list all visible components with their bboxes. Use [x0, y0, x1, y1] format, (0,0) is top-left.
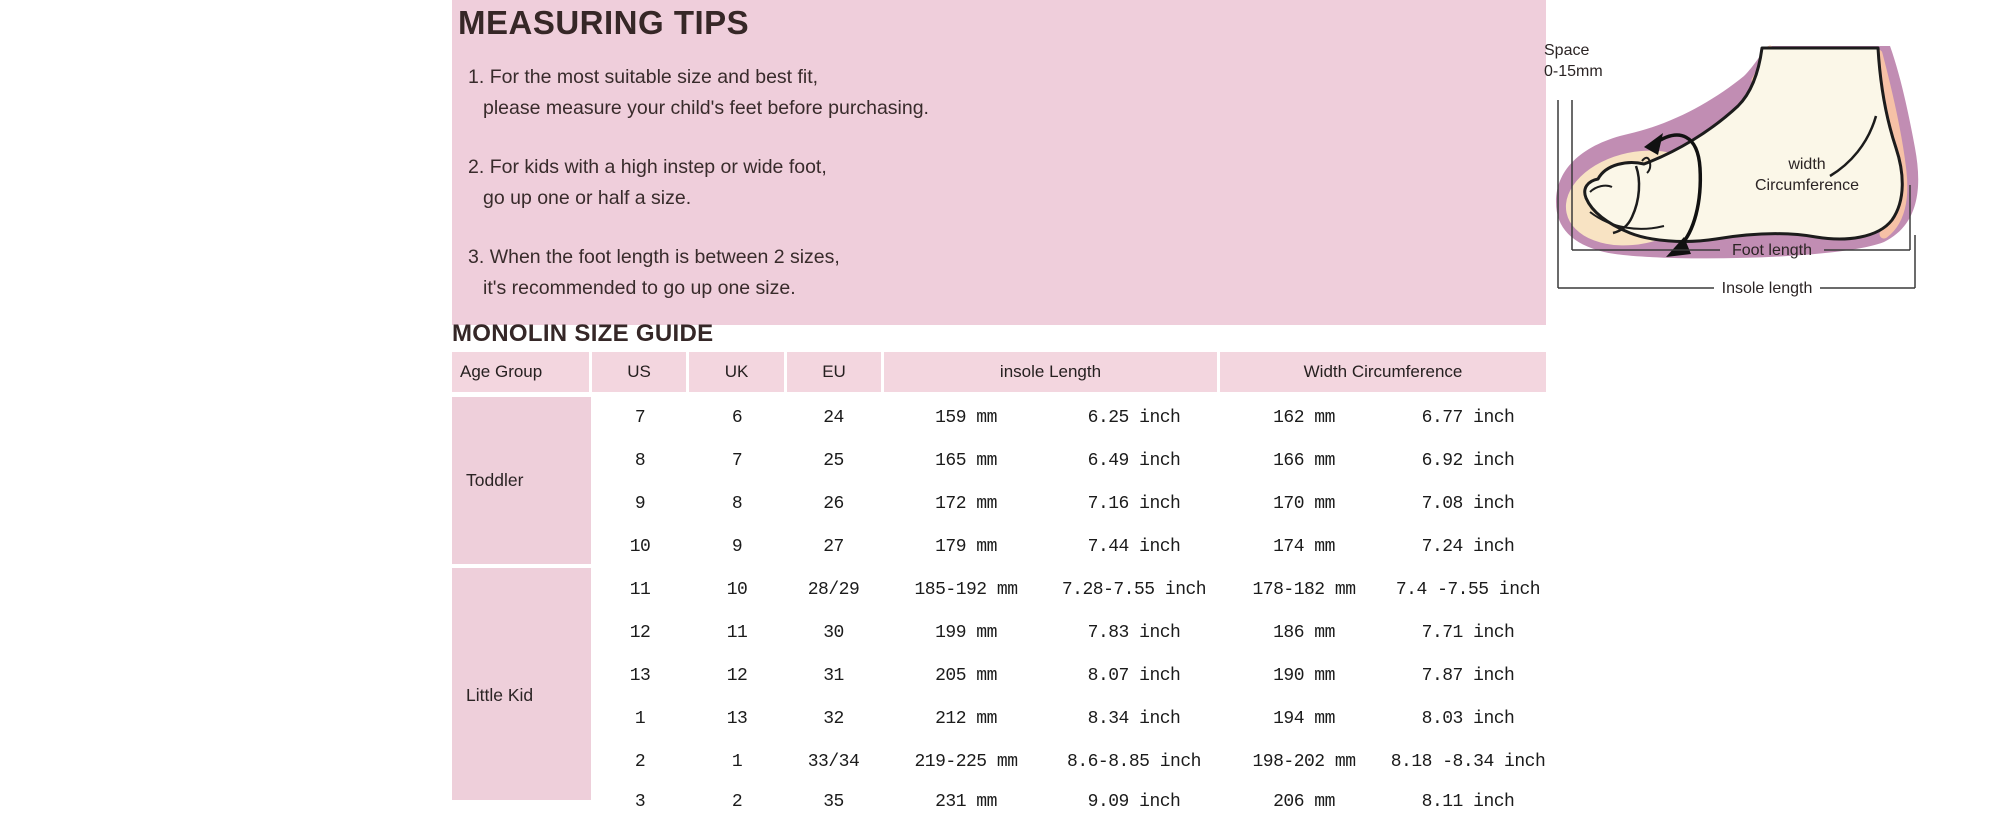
- cell-insole-inch: 7.44 inch: [1087, 536, 1181, 557]
- cell-insole-mm: 231 mm: [935, 792, 997, 812]
- space-value: 0-15mm: [1544, 63, 1603, 80]
- cell-uk-size: 1: [731, 751, 743, 772]
- cell-eu-size: 25: [823, 450, 844, 471]
- age-group-cell-little-kid: Little Kid: [452, 568, 591, 800]
- measuring-tips-panel: [452, 0, 1860, 325]
- cell-us-size: 12: [629, 622, 651, 643]
- cell-uk-size: 6: [731, 407, 743, 428]
- tip-2-line-2: go up one or half a size.: [483, 187, 692, 209]
- cell-us-size: 8: [634, 450, 646, 471]
- table-row: [452, 439, 1546, 482]
- cell-eu-size: 27: [823, 536, 844, 557]
- cell-insole-mm: 185-192 mm: [914, 579, 1018, 600]
- tip-item-2: [468, 152, 1028, 214]
- cell-insole-inch: 7.28-7.55 inch: [1061, 579, 1207, 600]
- cell-uk-size: 12: [726, 665, 748, 686]
- cell-width-mm: 162 mm: [1273, 407, 1335, 428]
- cell-insole-mm: 219-225 mm: [914, 751, 1018, 772]
- cell-eu-size: 31: [823, 665, 844, 686]
- cell-insole-inch: 7.16 inch: [1087, 493, 1181, 514]
- cell-eu-size: 32: [823, 708, 844, 729]
- cell-width-inch: 7.4 -7.55 inch: [1395, 579, 1541, 600]
- cell-width-mm: 178-182 mm: [1252, 579, 1356, 600]
- cell-us-size: 13: [629, 665, 651, 686]
- column-header-eu: EU: [787, 352, 881, 392]
- cell-us-size: 9: [634, 493, 646, 514]
- table-row-clipped: [452, 787, 1546, 830]
- cell-insole-mm: 159 mm: [935, 407, 997, 428]
- table-row: [452, 568, 1546, 611]
- foot-length-label: Foot length: [1731, 242, 1813, 259]
- cell-insole-mm: 172 mm: [935, 493, 997, 514]
- column-header-us: US: [592, 352, 686, 392]
- table-row: [452, 697, 1546, 740]
- table-row: [452, 482, 1546, 525]
- cell-insole-inch: 8.07 inch: [1087, 665, 1181, 686]
- circumference-label: Circumference: [1754, 177, 1860, 194]
- table-row: [452, 740, 1546, 783]
- cell-insole-mm: 205 mm: [935, 665, 997, 686]
- size-guide-table: [452, 352, 1546, 812]
- tip-1-line-2: please measure your child's feet before purchasing.: [483, 97, 929, 119]
- tip-item-3: [468, 242, 1028, 304]
- cell-width-inch: 6.92 inch: [1421, 450, 1515, 471]
- cell-uk-size: 8: [731, 493, 743, 514]
- cell-width-mm: 170 mm: [1273, 493, 1335, 514]
- cell-us-size: 1: [634, 708, 646, 729]
- cell-uk-size: 9: [731, 536, 743, 557]
- cell-width-mm: 166 mm: [1273, 450, 1335, 471]
- table-header-row: [452, 352, 1546, 392]
- cell-width-mm: 186 mm: [1273, 622, 1335, 643]
- cell-eu-size: 28/29: [807, 579, 860, 600]
- tip-item-1: [468, 62, 1028, 124]
- space-annotation: [1544, 40, 1603, 82]
- foot-measurement-diagram: [1532, 40, 1932, 300]
- cell-width-mm: 190 mm: [1273, 665, 1335, 686]
- cell-width-inch: 6.77 inch: [1421, 407, 1515, 428]
- cell-insole-mm: 165 mm: [935, 450, 997, 471]
- table-row: [452, 396, 1546, 439]
- cell-eu-size: 30: [823, 622, 844, 643]
- column-header-width-circumference: Width Circumference: [1220, 352, 1546, 392]
- cell-insole-mm: 199 mm: [935, 622, 997, 643]
- tip-1-line-1: 1. For the most suitable size and best fit,: [468, 66, 819, 88]
- width-circumference-annotation: [1737, 154, 1877, 196]
- cell-insole-inch: 6.49 inch: [1087, 450, 1181, 471]
- cell-insole-inch: 6.25 inch: [1087, 407, 1181, 428]
- cell-insole-inch: 8.6-8.85 inch: [1067, 751, 1201, 772]
- cell-width-inch: 8.11 inch: [1421, 792, 1515, 812]
- table-row: [452, 611, 1546, 654]
- cell-width-mm: 174 mm: [1273, 536, 1335, 557]
- table-row: [452, 525, 1546, 568]
- tip-3-line-1: 3. When the foot length is between 2 sizes,: [468, 246, 840, 268]
- cell-width-inch: 8.03 inch: [1421, 708, 1515, 729]
- insole-length-label: Insole length: [1721, 280, 1813, 297]
- cell-width-inch: 7.71 inch: [1421, 622, 1515, 643]
- cell-uk-size: 13: [726, 708, 748, 729]
- cell-uk-size: 10: [726, 579, 748, 600]
- cell-insole-inch: 9.09 inch: [1087, 792, 1181, 812]
- column-header-uk: UK: [689, 352, 784, 392]
- cell-uk-size: 7: [731, 450, 743, 471]
- cell-width-inch: 7.87 inch: [1421, 665, 1515, 686]
- cell-eu-size: 24: [823, 407, 844, 428]
- column-header-insole-length: insole Length: [884, 352, 1217, 392]
- cell-eu-size: 35: [823, 792, 844, 812]
- cell-us-size: 11: [629, 579, 651, 600]
- cell-width-mm: 198-202 mm: [1252, 751, 1356, 772]
- cell-insole-mm: 179 mm: [935, 536, 997, 557]
- cell-eu-size: 33/34: [807, 751, 860, 772]
- cell-us-size: 10: [629, 536, 651, 557]
- cell-us-size: 7: [634, 407, 646, 428]
- cell-width-inch: 8.18 -8.34 inch: [1390, 751, 1546, 772]
- tip-3-line-2: it's recommended to go up one size.: [483, 277, 796, 299]
- cell-width-mm: 206 mm: [1273, 792, 1335, 812]
- measuring-tips-title: MEASURING TIPS: [458, 4, 750, 41]
- size-guide-title: MONOLIN SIZE GUIDE: [452, 320, 714, 347]
- cell-width-inch: 7.08 inch: [1421, 493, 1515, 514]
- table-row: [452, 654, 1546, 697]
- cell-insole-mm: 212 mm: [935, 708, 997, 729]
- width-label: width: [1788, 156, 1826, 173]
- cell-width-mm: 194 mm: [1273, 708, 1335, 729]
- cell-eu-size: 26: [823, 493, 844, 514]
- cell-us-size: 3: [634, 792, 646, 812]
- cell-us-size: 2: [634, 751, 646, 772]
- cell-uk-size: 11: [726, 622, 748, 643]
- tip-2-line-1: 2. For kids with a high instep or wide foot,: [468, 156, 827, 178]
- cell-insole-inch: 8.34 inch: [1087, 708, 1181, 729]
- space-label: Space: [1544, 42, 1590, 59]
- cell-insole-inch: 7.83 inch: [1087, 622, 1181, 643]
- cell-uk-size: 2: [731, 792, 743, 812]
- column-header-age-group: Age Group: [452, 352, 589, 392]
- cell-width-inch: 7.24 inch: [1421, 536, 1515, 557]
- age-group-cell-toddler: Toddler: [452, 397, 591, 564]
